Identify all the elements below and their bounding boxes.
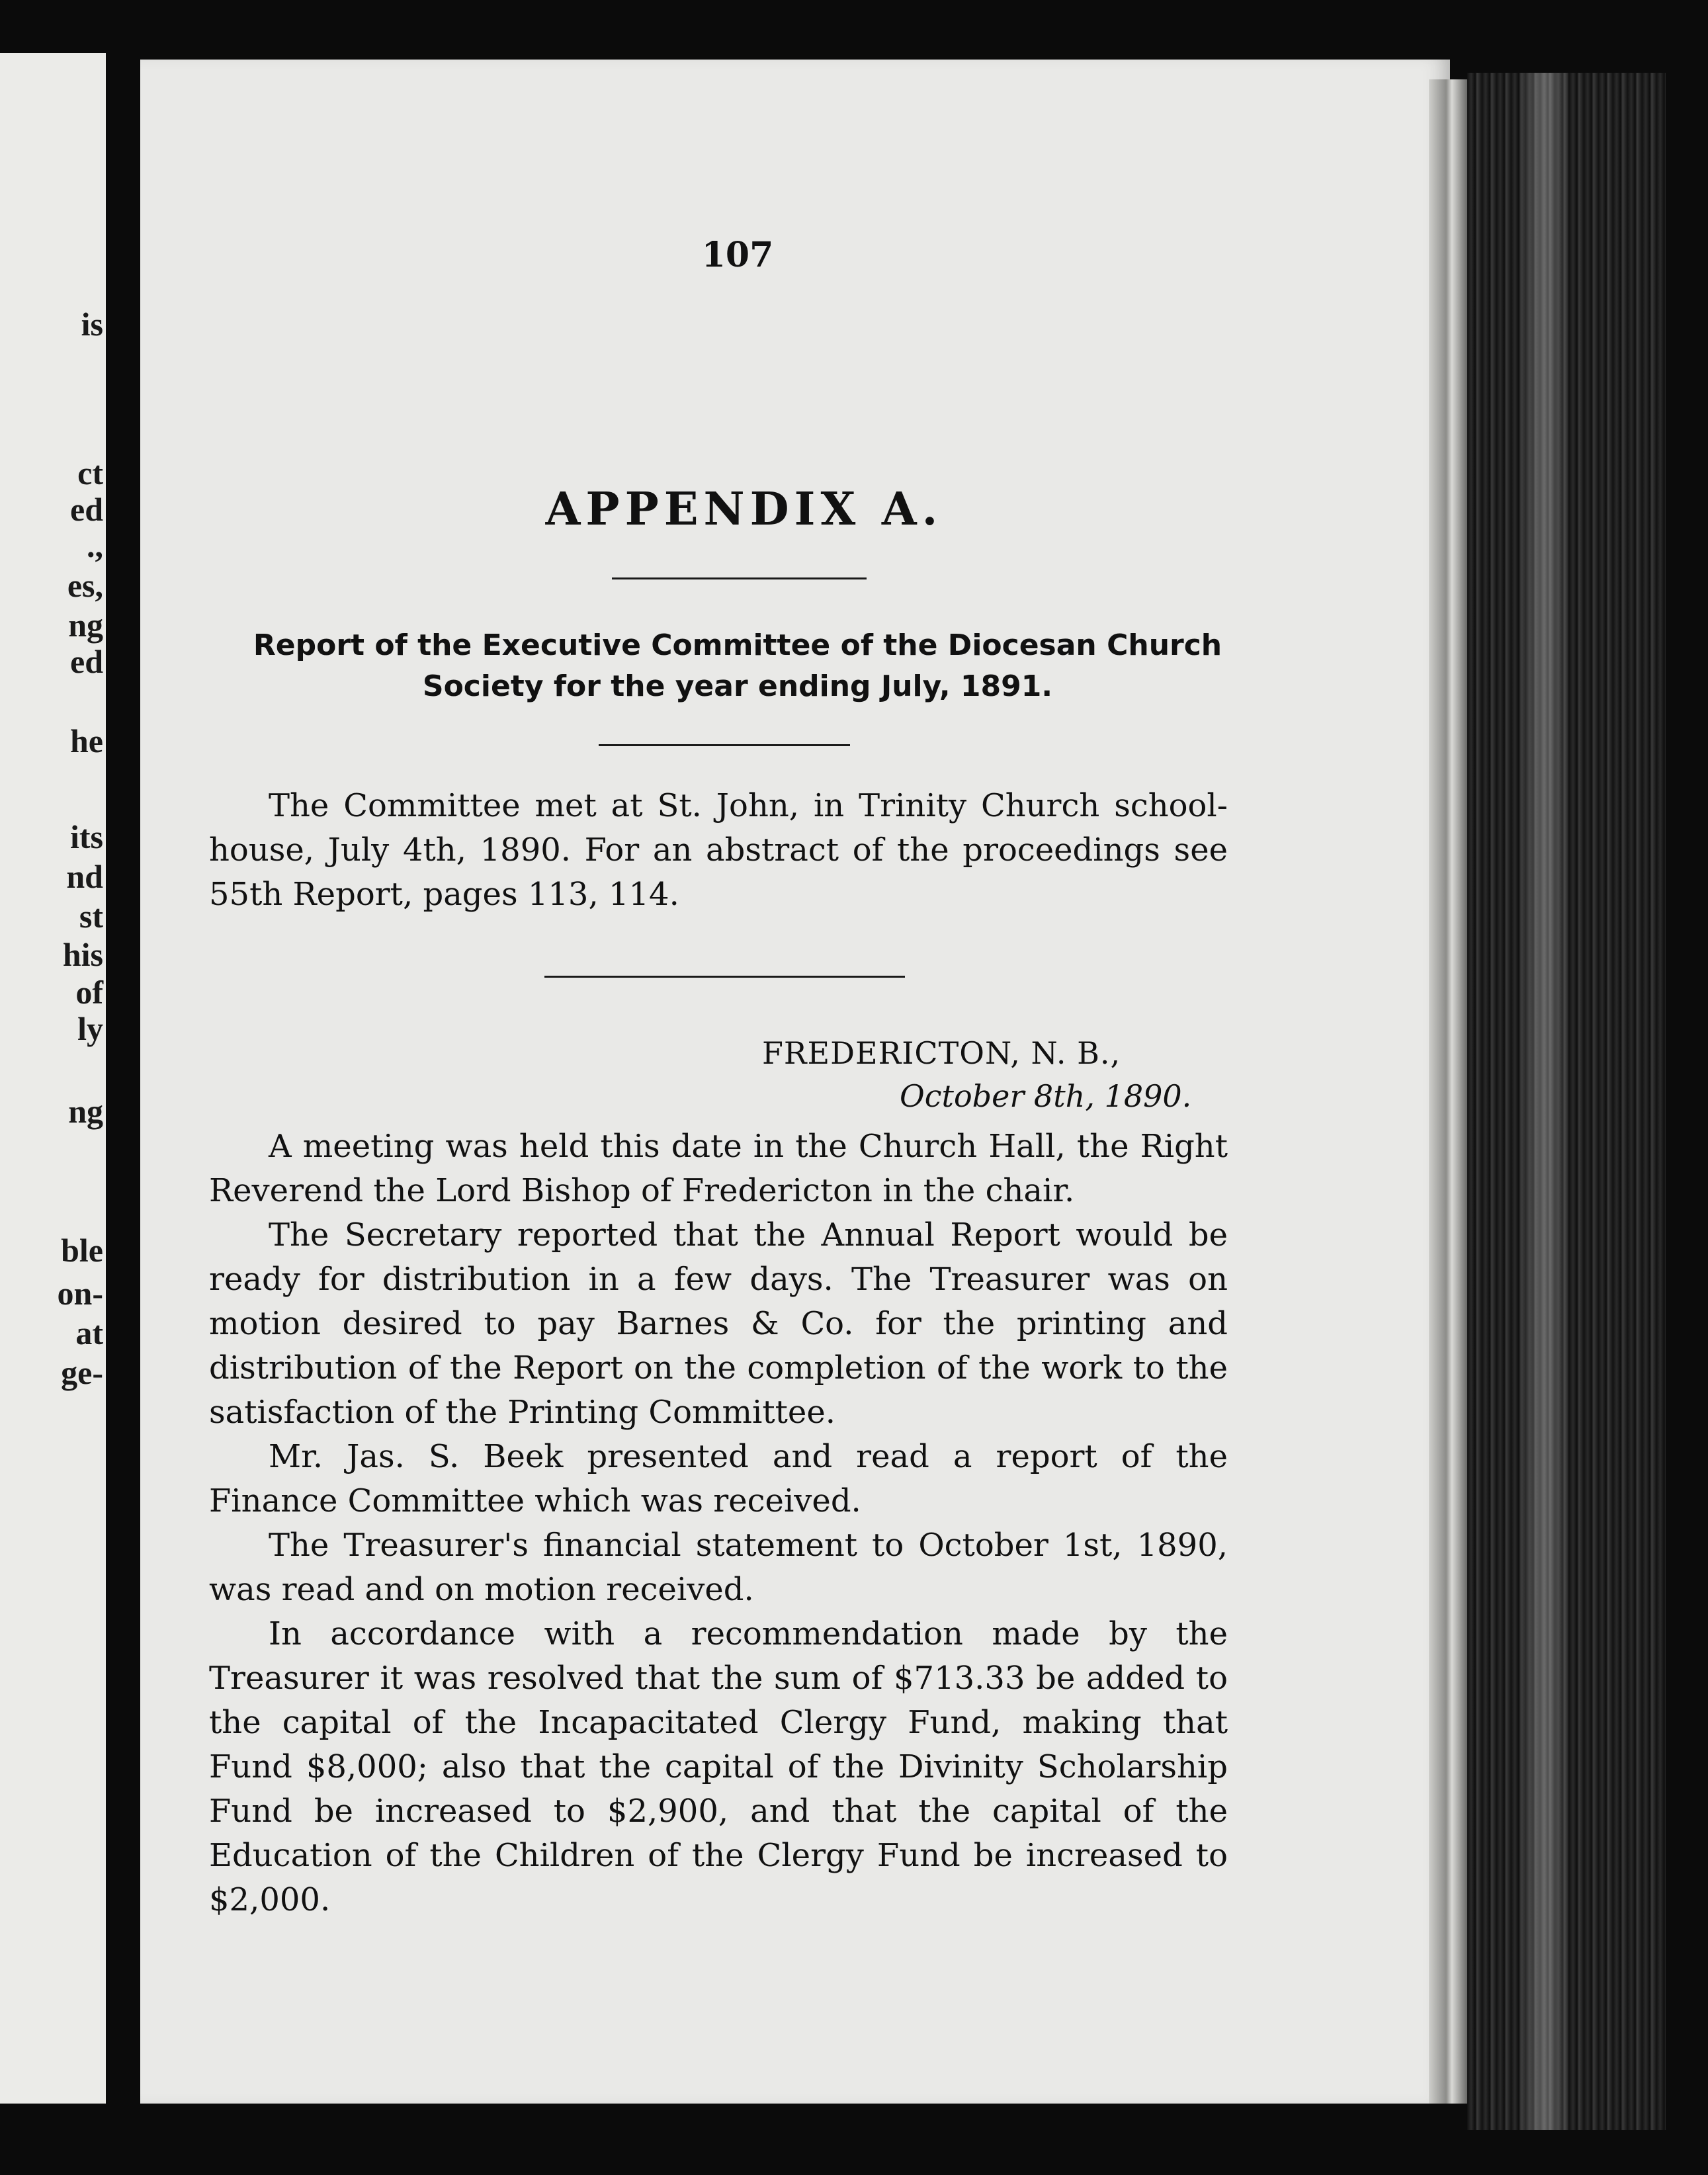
facing-page-fragment: ble (61, 1232, 103, 1269)
divider-rule (599, 744, 850, 746)
facing-page-fragment: st (79, 898, 103, 935)
body-paragraph: In accordance with a recommendation made by the Treasurer it was resolved that the sum of $713.33 be added to the capital of the Incapacitated Clergy Fund, making that Fund $8,000; also that the capital of the Divinity Scholarship Fund be increased to $2,900, and that the capital of the Education of the Children of the Clergy Fund be increased to $2,000. (209, 1615, 1228, 1918)
divider-rule (612, 577, 867, 579)
facing-page-fragment: is (81, 306, 103, 343)
facing-page-fragment: his (62, 936, 103, 973)
facing-page-fragment: ly (77, 1010, 103, 1047)
book-edge-highlight (1521, 73, 1568, 2130)
body-paragraph: The Secretary reported that the Annual Report would be ready for distribution in a few days. The Treasurer was on motion desired to pay Barnes & Co. for the printing and distribution of the Report on the completion of the work to the satisfaction of the Printing Committee. (209, 1216, 1228, 1431)
page-edge (1429, 79, 1467, 2104)
facing-page-fragment: its (70, 818, 103, 855)
facing-page-fragment: ed (70, 491, 103, 528)
facing-page-fragment: ge- (61, 1354, 103, 1391)
page-number: 107 (701, 235, 774, 275)
report-heading: Report of the Executive Committee of the Diocesan Church Society for the year ending July, 1891. (253, 628, 1222, 703)
facing-page-fragment: ed (70, 643, 103, 680)
facing-page-fragment: he (70, 722, 103, 759)
facing-page-fragment: ct (77, 454, 103, 491)
intro-paragraph: The Committee met at St. John, in Trinity Church school-house, July 4th, 1890. For an abstract of the proceedings see 55th Report, pages 113, 114. (209, 787, 1228, 913)
body-paragraph: Mr. Jas. S. Beek presented and read a report of the Finance Committee which was received. (209, 1438, 1228, 1519)
appendix-title: APPENDIX A. (545, 483, 943, 536)
facing-page-fragment: nd (66, 858, 103, 895)
dateline-place: FREDERICTON, N. B., (762, 1035, 1121, 1071)
facing-page-fragment: at (75, 1314, 103, 1351)
facing-page (0, 53, 106, 2104)
facing-page-fragment: of (75, 974, 103, 1011)
facing-page-fragment: es, (67, 567, 103, 604)
facing-page-fragment: on- (57, 1275, 103, 1312)
facing-page-fragment: ng (68, 1093, 103, 1130)
body-paragraph: The Treasurer's financial statement to October 1st, 1890, was read and on motion received. (209, 1527, 1228, 1608)
body-paragraph: A meeting was held this date in the Church Hall, the Right Reverend the Lord Bishop of Fredericton in the chair. (209, 1128, 1228, 1209)
dateline-date: October 8th, 1890. (900, 1078, 1192, 1114)
facing-page-fragment: ng (68, 607, 103, 644)
divider-rule (544, 976, 905, 978)
facing-page-fragment: ., (87, 527, 103, 564)
